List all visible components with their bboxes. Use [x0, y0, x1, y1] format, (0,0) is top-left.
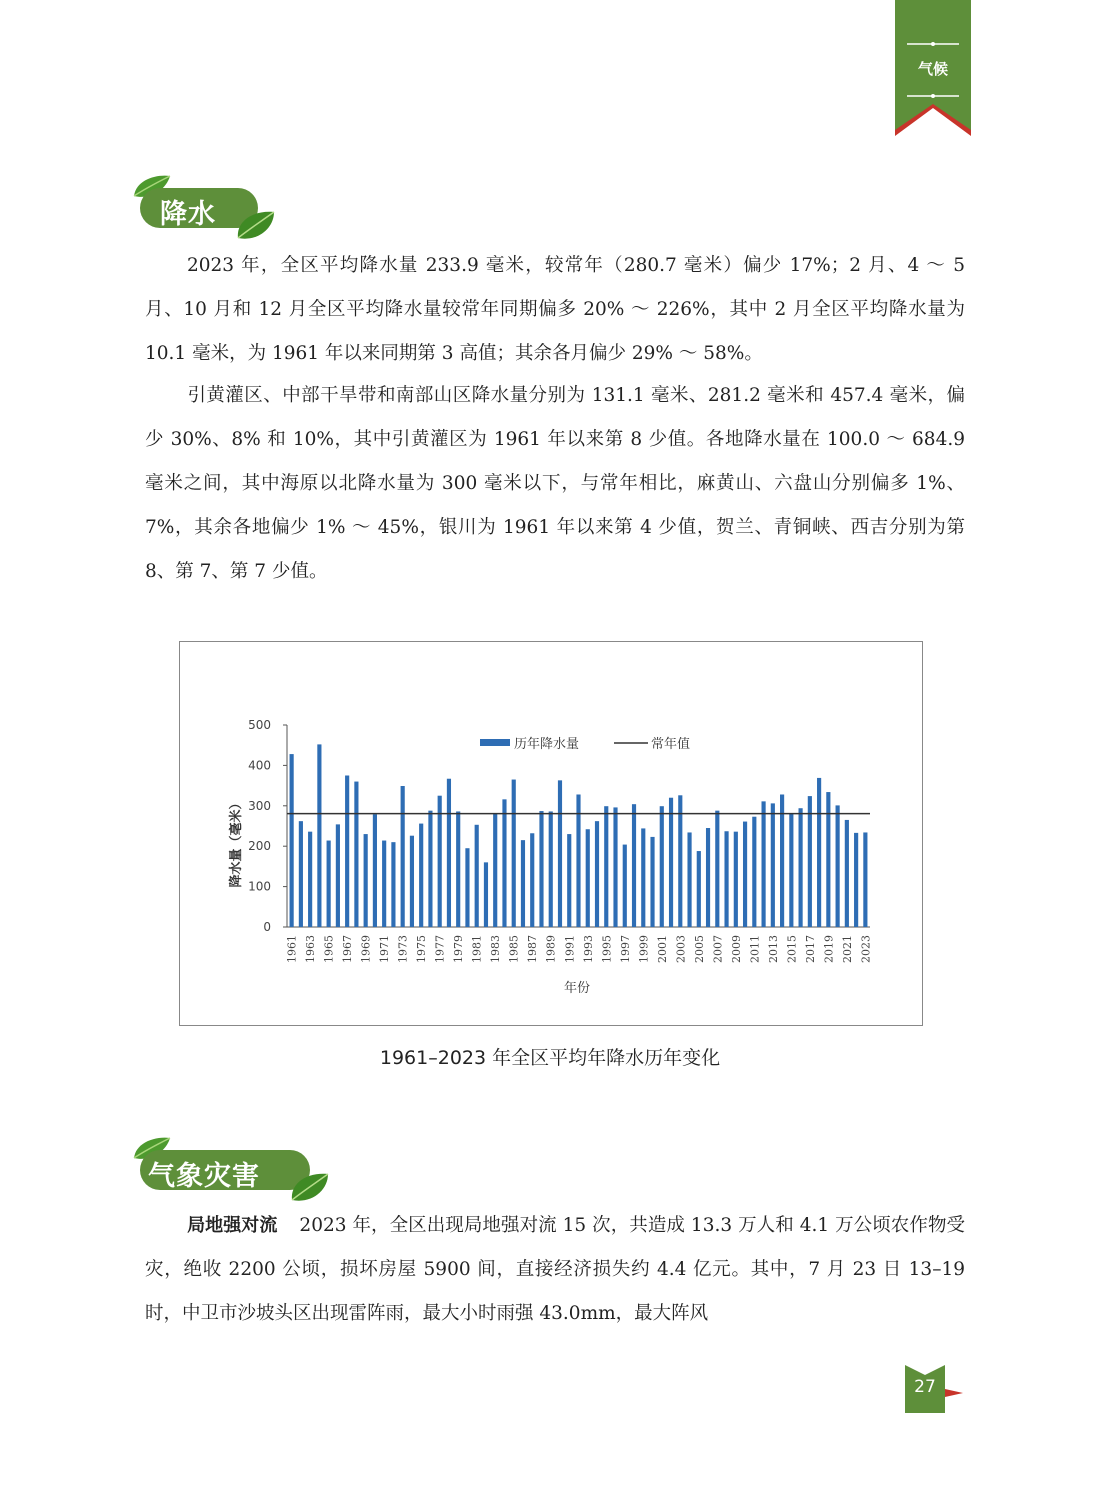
x-tick-label: 1995 [600, 935, 614, 963]
x-tick-label: 1971 [378, 935, 392, 963]
x-tick-label: 1997 [618, 935, 632, 963]
page-number: 27 [914, 1377, 936, 1397]
bar-1997 [623, 845, 627, 927]
legend-line-label: 常年值 [651, 737, 691, 752]
legend-bars-label: 历年降水量 [514, 737, 580, 752]
x-tick-label: 1969 [359, 935, 373, 963]
y-tick-label: 400 [248, 758, 271, 773]
y-tick-label: 500 [248, 718, 271, 732]
x-tick-label: 2009 [729, 935, 743, 963]
bar-2021 [845, 820, 849, 927]
x-tick-label: 2001 [655, 935, 669, 963]
x-tick-label: 1981 [470, 935, 484, 963]
bar-2003 [678, 795, 682, 927]
bar-1999 [641, 828, 645, 927]
y-axis-label: 降水量（毫米） [229, 796, 244, 888]
bar-1982 [484, 862, 488, 927]
section-title: 降水 [160, 199, 216, 230]
x-tick-label: 1985 [507, 935, 521, 963]
legend-bar-swatch [480, 739, 510, 746]
x-tick-label: 1987 [526, 935, 540, 963]
x-tick-label: 2003 [674, 935, 688, 963]
x-tick-label: 1979 [452, 935, 466, 963]
bar-2015 [789, 814, 793, 927]
bar-1964 [317, 744, 321, 927]
bar-2012 [762, 801, 766, 927]
x-tick-label: 1991 [563, 935, 577, 963]
page-number-badge [905, 1365, 965, 1413]
bar-1975 [419, 824, 423, 927]
bar-2006 [706, 828, 710, 927]
bar-2023 [863, 832, 867, 927]
x-tick-label: 1965 [322, 935, 336, 963]
bar-1985 [512, 780, 516, 927]
bar-1986 [521, 840, 525, 927]
bar-1990 [558, 780, 562, 927]
bar-2020 [836, 805, 840, 927]
x-tick-label: 2011 [748, 935, 762, 963]
bar-2007 [715, 811, 719, 927]
y-tick-label: 200 [248, 839, 271, 854]
x-tick-label: 1983 [489, 935, 503, 963]
x-tick-label: 1977 [433, 935, 447, 963]
x-tick-label: 1975 [415, 935, 429, 963]
bar-1979 [456, 811, 460, 927]
x-tick-label: 2017 [803, 935, 817, 963]
bar-1962 [299, 821, 303, 927]
y-tick-label: 0 [263, 920, 271, 934]
bar-1996 [613, 807, 617, 927]
x-tick-label: 1993 [581, 935, 595, 963]
y-tick-label: 300 [248, 798, 271, 813]
bar-1989 [549, 811, 553, 927]
paragraph-1 [145, 244, 965, 376]
bar-1961 [290, 754, 294, 927]
x-tick-label: 2021 [840, 935, 854, 963]
bar-2004 [687, 832, 691, 927]
bar-1963 [308, 832, 312, 927]
paragraph-1-text: 2023 年，全区平均降水量 233.9 毫米，较常年（280.7 毫米）偏少 17%；2 月、4 ～ 5 月、10 月和 12 月全区平均降水量较常年同期偏多 20% ～ 226%，其中 2 月全区平均降水量为 10.1 毫米，为 1961 年以来同期第 3 高值；其余各月偏少 29% ～ 58%。 [145, 255, 965, 364]
bar-2005 [697, 851, 701, 927]
paragraph-3-lead: 局地强对流 [187, 1215, 278, 1236]
bar-2011 [752, 817, 756, 927]
x-tick-label: 2013 [766, 935, 780, 963]
x-tick-label: 1973 [396, 935, 410, 963]
bar-1994 [595, 821, 599, 927]
bar-1972 [391, 842, 395, 927]
leaf-icon [288, 1170, 332, 1206]
x-tick-label: 2005 [692, 935, 706, 963]
y-tick-label: 100 [248, 879, 271, 894]
x-tick-label: 1999 [637, 935, 651, 963]
bar-2014 [780, 794, 784, 927]
bar-1988 [539, 811, 543, 927]
bar-1983 [493, 814, 497, 927]
x-tick-label: 1967 [341, 935, 355, 963]
bar-1966 [336, 824, 340, 927]
paragraph-3-text: 2023 年，全区出现局地强对流 15 次，共造成 13.3 万人和 4.1 万公顷农作物受灾，绝收 2200 公顷，损坏房屋 5900 间，直接经济损失约 4.4 亿元。其中，7 月 23 日 13–19 时，中卫市沙坡头区出现雷阵雨，最大小时雨强 43.0mm，最大阵风 [145, 1215, 966, 1324]
bar-2008 [724, 831, 728, 927]
bar-1992 [576, 794, 580, 927]
bar-1968 [354, 782, 358, 927]
x-axis-label: 年份 [563, 981, 591, 996]
bar-1965 [327, 841, 331, 927]
chapter-ribbon [895, 0, 971, 136]
bar-1970 [373, 814, 377, 927]
chapter-label: 气候 [917, 60, 948, 78]
bar-1974 [410, 836, 414, 927]
bar-1969 [364, 834, 368, 927]
chart-caption: 1961–2023 年全区平均年降水历年变化 [379, 1047, 721, 1069]
bar-2022 [854, 833, 858, 927]
bar-1973 [401, 786, 405, 927]
bar-1987 [530, 833, 534, 927]
paragraph-2-text: 引黄灌区、中部干旱带和南部山区降水量分别为 131.1 毫米、281.2 毫米和 457.4 毫米，偏少 30%、8% 和 10%，其中引黄灌区为 1961 年以来第 8 少值。各地降水量在 100.0 ～ 684.9 毫米之间，其中海原以北降水量为 300 毫米以下，与常年相比，麻黄山、六盘山分别偏多 1%、7%，其余各地偏少 1% ～ 45%，银川为 1961 年以来第 4 少值，贺兰、青铜峡、西吉分别为第 8、第 7、第 7 少值。 [145, 385, 965, 582]
bar-1971 [382, 841, 386, 927]
bar-2002 [669, 798, 673, 927]
bar-1993 [586, 829, 590, 927]
x-tick-label: 2019 [822, 935, 836, 963]
leaf-icon [234, 208, 278, 244]
bar-1978 [447, 779, 451, 927]
bar-2010 [743, 822, 747, 927]
bar-1998 [632, 804, 636, 927]
bar-1991 [567, 834, 571, 927]
bar-1977 [438, 796, 442, 927]
x-tick-label: 1989 [544, 935, 558, 963]
section-header-precipitation [130, 172, 280, 232]
bar-2017 [808, 796, 812, 927]
paragraph-3 [145, 1204, 965, 1336]
bar-2001 [660, 806, 664, 927]
bar-1967 [345, 776, 349, 928]
paragraph-2 [145, 374, 965, 594]
section-title: 气象灾害 [148, 1161, 260, 1192]
bar-2009 [734, 832, 738, 927]
x-tick-label: 1963 [304, 935, 318, 963]
bar-1976 [428, 811, 432, 927]
bar-1981 [475, 825, 479, 927]
bar-1995 [604, 806, 608, 927]
bar-2000 [650, 837, 654, 927]
bar-2013 [771, 803, 775, 927]
bar-1980 [465, 848, 469, 927]
x-tick-label: 1961 [285, 935, 299, 963]
precipitation-chart [179, 641, 923, 1026]
x-tick-label: 2023 [859, 935, 873, 963]
bar-2016 [799, 808, 803, 927]
x-tick-label: 2015 [785, 935, 799, 963]
bar-2019 [826, 792, 830, 927]
x-tick-label: 2007 [711, 935, 725, 963]
bar-2018 [817, 778, 821, 927]
section-header-disasters [130, 1134, 340, 1194]
chart-canvas [180, 642, 922, 1025]
bar-1984 [502, 799, 506, 927]
